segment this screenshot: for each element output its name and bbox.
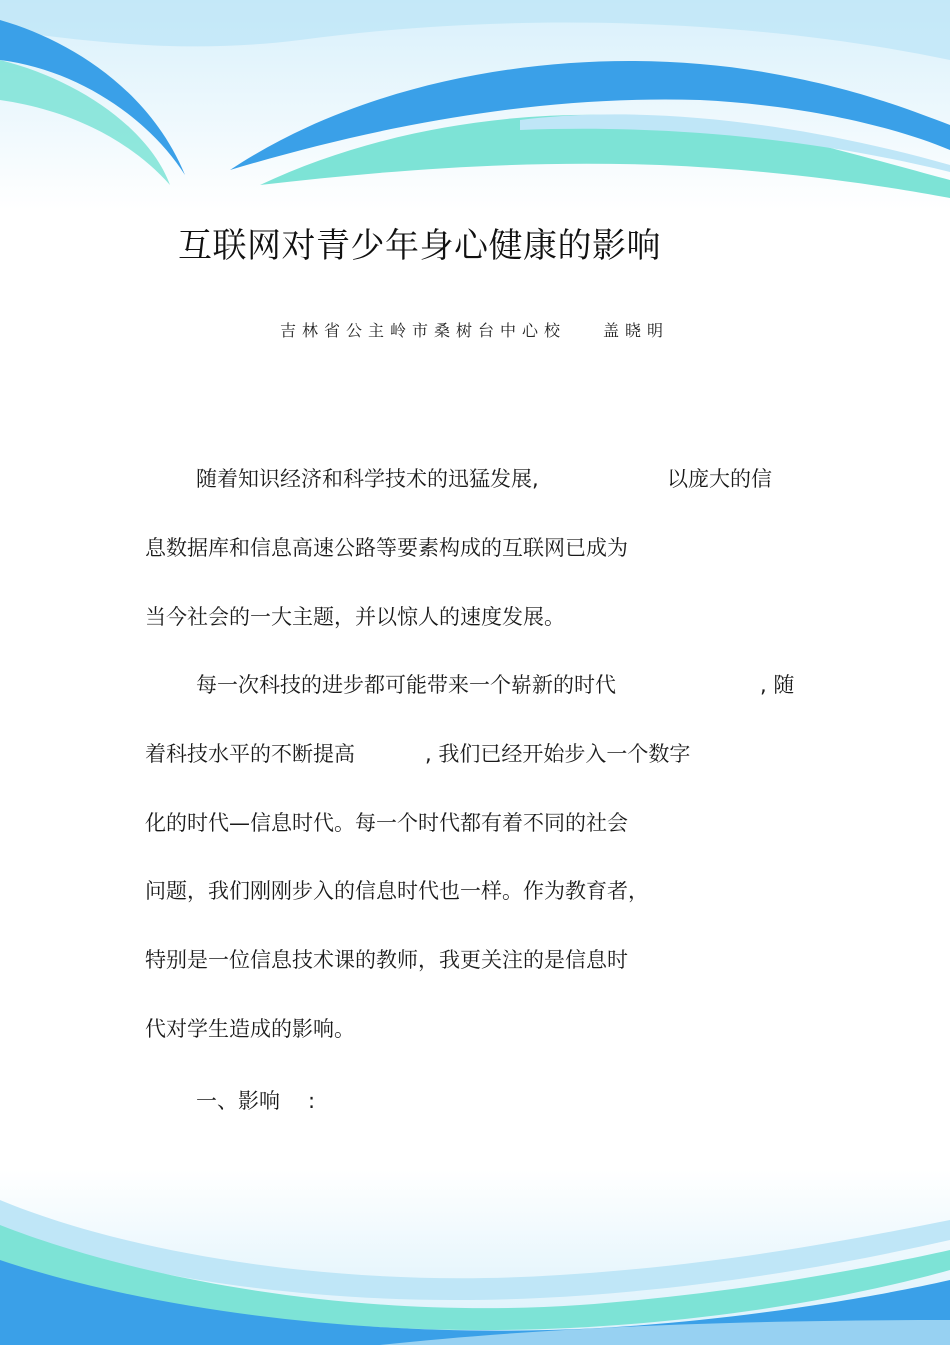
paragraph-1-line-1a: 随着知识经济和科学技术的迅猛发展, bbox=[196, 467, 539, 491]
top-wave-banner bbox=[0, 0, 950, 210]
document-title: 互联网对青少年身心健康的影响 bbox=[178, 226, 661, 266]
paragraph-2-line-5: 特别是一位信息技术课的教师，我更关注的是信息时 bbox=[145, 948, 628, 972]
paragraph-2-line-1b: , 随 bbox=[760, 673, 795, 697]
paragraph-2-line-4: 问题，我们刚刚步入的信息时代也一样。作为教育者， bbox=[145, 879, 649, 903]
author-school: 吉林省公主岭市桑树台中心校 bbox=[280, 321, 567, 340]
paragraph-2-line-3: 化的时代—信息时代。每一个时代都有着不同的社会 bbox=[145, 811, 628, 835]
paragraph-2-line-6: 代对学生造成的影响。 bbox=[145, 1017, 355, 1041]
section-heading-1-colon: : bbox=[308, 1089, 316, 1113]
paragraph-2-line-2a: 着科技水平的不断提高 bbox=[145, 742, 355, 766]
paragraph-1-line-1b: 以庞大的信 bbox=[667, 467, 772, 491]
author-name: 盖晓明 bbox=[603, 321, 670, 340]
section-heading-1: 一、影响 bbox=[196, 1089, 280, 1113]
paragraph-1-line-3: 当今社会的一大主题，并以惊人的速度发展。 bbox=[145, 605, 565, 629]
paragraph-2-line-1a: 每一次科技的进步都可能带来一个崭新的时代 bbox=[196, 673, 616, 697]
paragraph-2-line-2b: , 我们已经开始步入一个数字 bbox=[425, 742, 691, 766]
bottom-wave-banner bbox=[0, 1170, 950, 1345]
paragraph-1-line-2: 息数据库和信息高速公路等要素构成的互联网已成为 bbox=[145, 536, 628, 560]
